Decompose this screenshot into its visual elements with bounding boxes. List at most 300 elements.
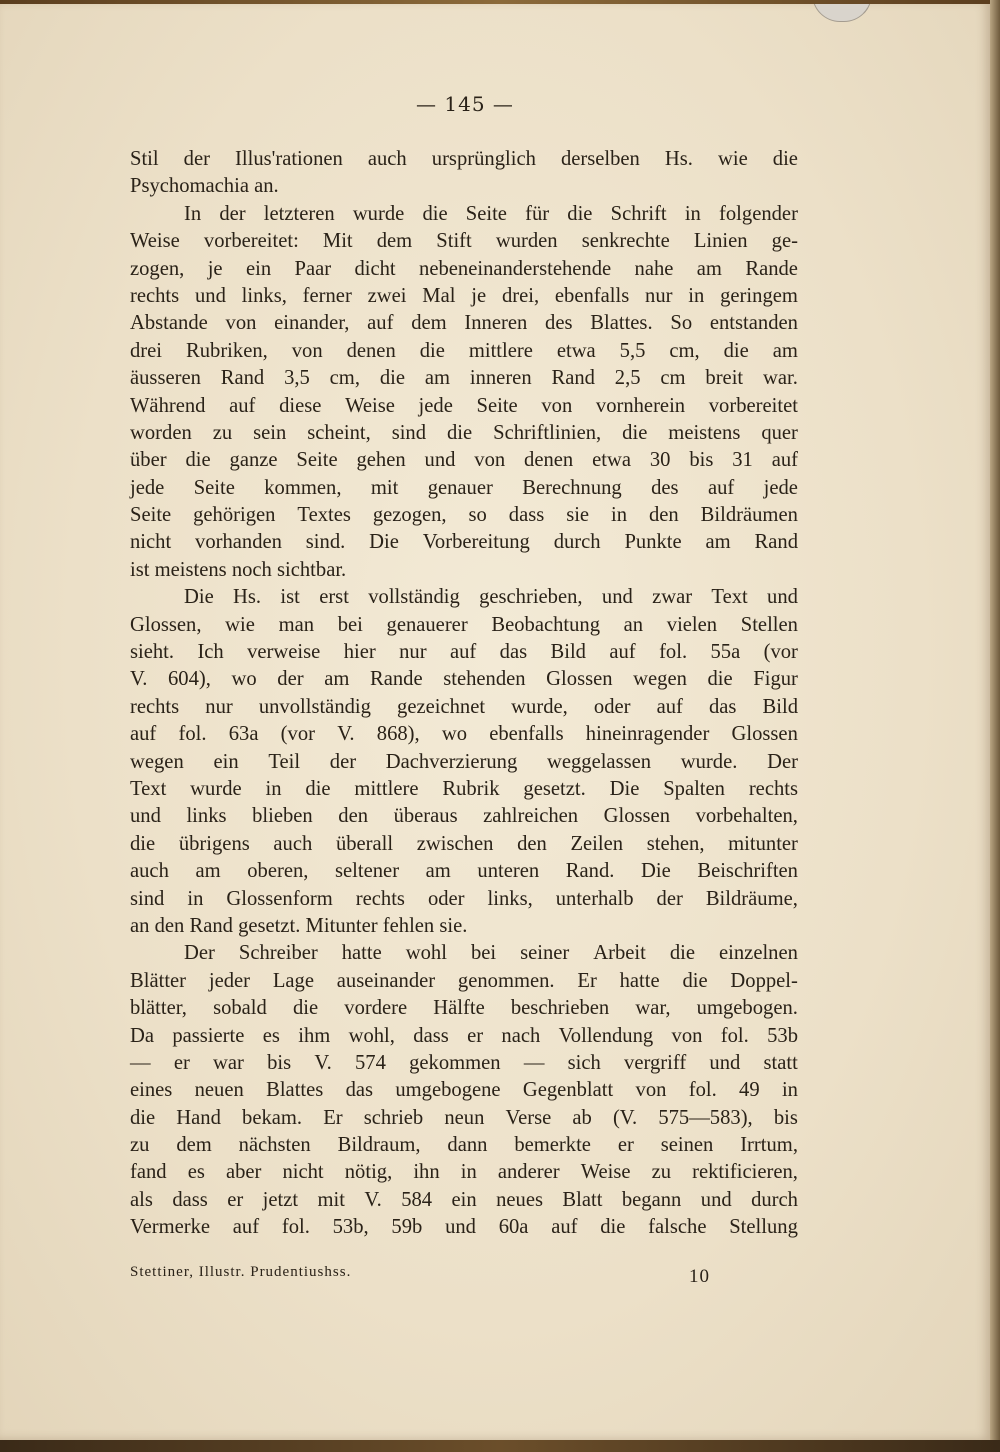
word: vorhanden (195, 531, 282, 554)
word: drei, (501, 284, 540, 307)
word: der (277, 668, 304, 691)
word: fand (130, 1161, 167, 1184)
word: in (684, 202, 701, 225)
text-line (130, 1132, 798, 1159)
word: Rande (369, 668, 423, 691)
word: oder (593, 695, 631, 718)
word: jede (418, 394, 453, 417)
word: cm (660, 367, 686, 390)
word: genauer (427, 476, 493, 499)
word: von (474, 449, 506, 472)
word: 49 (739, 1079, 760, 1102)
word: Textes (297, 504, 351, 527)
word: jetzt (262, 1188, 299, 1211)
word: sobald (213, 997, 267, 1020)
word: aber (225, 1161, 262, 1184)
word: gezogen, (372, 504, 447, 527)
word: bekam. (242, 1106, 303, 1129)
word: von (291, 339, 323, 362)
word: Weise (130, 230, 180, 253)
word: Er (577, 969, 597, 992)
word: zu (212, 421, 233, 444)
word: am (772, 339, 798, 362)
word: Hand (176, 1106, 221, 1129)
text-line (130, 1077, 798, 1104)
word: mittlere (354, 777, 419, 800)
word: blätter, (130, 997, 187, 1020)
word: vorbereitet (708, 394, 798, 417)
word: Stellung (729, 1216, 798, 1239)
text-line (130, 529, 798, 556)
word: durch (553, 531, 601, 554)
word: beschrieben (510, 997, 610, 1020)
word: fol. (178, 723, 207, 746)
word: vorbehalten, (695, 805, 798, 828)
word: Arbeit (593, 942, 646, 965)
word: etwa (556, 339, 596, 362)
word: und (194, 284, 226, 307)
word: rechts (130, 695, 180, 718)
text-line (130, 173, 798, 200)
word: Die (184, 586, 214, 609)
word: ihm (298, 1024, 331, 1047)
word: dann (447, 1134, 488, 1157)
word: und (130, 805, 161, 828)
word: mittlere (468, 339, 533, 362)
text-line (130, 420, 798, 447)
word: eines (130, 1079, 173, 1102)
word: Weise (345, 394, 395, 417)
word: sein (253, 421, 287, 444)
word: fol. (688, 1079, 717, 1102)
word: Abstande (130, 312, 208, 335)
word: 30 (649, 449, 671, 472)
text-line (130, 639, 798, 666)
text-line (130, 995, 798, 1022)
bottom-edge (0, 1440, 1000, 1452)
word: auf (707, 476, 735, 499)
word: äusseren (130, 367, 201, 390)
word: bei (470, 942, 497, 965)
word: begann (621, 1188, 682, 1211)
word: rechts (130, 284, 180, 307)
word: Stil (130, 148, 159, 170)
word: Blatt (562, 1188, 603, 1211)
word: rektificieren, (692, 1161, 798, 1184)
word: an (623, 613, 644, 636)
word: Seite (130, 504, 172, 527)
word: das (708, 695, 737, 718)
word: der (329, 750, 357, 773)
word: umgebogene (395, 1079, 501, 1102)
text-line (130, 557, 798, 584)
word: (vor (280, 723, 315, 746)
word: Bildraum, (337, 1134, 421, 1157)
text-line (130, 146, 798, 173)
word: (vor (763, 641, 798, 664)
word: 584 (401, 1188, 433, 1211)
word: links, (487, 887, 533, 910)
word: wegen (130, 750, 184, 773)
word: man (278, 613, 315, 636)
word: ab (572, 1106, 592, 1129)
word: wurde (190, 777, 242, 800)
word: ebenfalls (554, 284, 630, 307)
word: nahe (634, 257, 674, 280)
word: rechts (748, 777, 798, 800)
word: er (617, 1134, 634, 1157)
word: von (225, 312, 257, 335)
word: quer (761, 421, 798, 444)
word: — (130, 1051, 151, 1074)
word: je (471, 284, 487, 307)
word: Inneren (464, 312, 528, 335)
word: hatte (341, 942, 382, 965)
word: es (262, 1024, 280, 1047)
word: Gegenblatt (522, 1079, 614, 1102)
word: ursprünglich (431, 148, 536, 170)
word: 868), (376, 723, 420, 746)
body-text (130, 146, 798, 1242)
word: blieben (252, 805, 313, 828)
word: er (227, 1188, 244, 1211)
word: hineinragender (585, 723, 710, 746)
word: den (648, 504, 679, 527)
word: Rand (220, 367, 265, 390)
word: gekommen (409, 1051, 501, 1074)
word: zogen, (130, 257, 185, 280)
word: Bildräume, (705, 887, 798, 910)
word: der (219, 202, 246, 225)
word: der (183, 148, 210, 170)
word: die (682, 969, 708, 992)
word: und (709, 1051, 741, 1074)
text-line (130, 393, 798, 420)
word: die (446, 421, 473, 444)
word: Glossen (603, 805, 670, 828)
word: derselben (560, 148, 640, 170)
word: nur (205, 695, 233, 718)
word: dass (413, 1024, 449, 1047)
word: zwei (367, 284, 407, 307)
word: wohl, (348, 1024, 395, 1047)
word: gesetzt. (523, 777, 586, 800)
word: jede (763, 476, 798, 499)
word: dem (376, 230, 413, 253)
word: oder (427, 887, 465, 910)
word: Vermerke (130, 1216, 211, 1239)
word: zu (651, 1161, 672, 1184)
word: das (345, 1079, 374, 1102)
text-line (130, 310, 798, 337)
word: nur (645, 284, 673, 307)
text-line (130, 968, 798, 995)
word: Seite (476, 394, 518, 417)
word: Bild (762, 695, 798, 718)
word: jede (130, 476, 165, 499)
word: gezeichnet (397, 695, 486, 718)
sheet-signature: 10 (689, 1266, 710, 1287)
word: übrigens (178, 832, 250, 855)
word: Rand. (565, 860, 615, 883)
word: fol. (720, 1024, 749, 1047)
word: ein (451, 1188, 477, 1211)
word: zwischen (416, 832, 494, 855)
word: die (292, 997, 319, 1020)
word: denen (524, 449, 574, 472)
word: den (338, 805, 368, 828)
word: so (468, 504, 487, 527)
word: 575—583), (658, 1106, 753, 1129)
word: jeder (208, 969, 251, 992)
word: auf (449, 641, 477, 664)
word: Hälfte (433, 997, 485, 1020)
word: nicht (282, 1161, 324, 1184)
word: genommen. (457, 969, 555, 992)
word: Illus'rationen (235, 148, 343, 170)
word: Die (609, 777, 640, 800)
word: Rand (754, 531, 798, 554)
word: die (622, 421, 648, 444)
word: Schriftlinien, (493, 421, 602, 444)
word: wie (717, 148, 748, 170)
word: wurden (495, 230, 558, 253)
word: nächsten (238, 1134, 311, 1157)
word: und (445, 1216, 476, 1239)
word: am (705, 531, 731, 554)
text-line (130, 1214, 798, 1241)
text-line (130, 584, 798, 611)
word: stehen, (646, 832, 705, 855)
word: des (545, 312, 573, 335)
word: gehörigen (193, 504, 276, 527)
word: Glossen (546, 668, 613, 691)
text-line (130, 913, 798, 940)
word: bis (689, 449, 714, 472)
word: 53b (767, 1024, 798, 1047)
word: wie (225, 613, 255, 636)
word: wohl (405, 942, 447, 965)
word: links, (241, 284, 287, 307)
word: Glossenform (226, 887, 333, 910)
text-line (130, 886, 798, 913)
word: meistens (668, 421, 741, 444)
word: neuen (194, 1079, 244, 1102)
word: durch (751, 1188, 798, 1211)
word: gehen (356, 449, 406, 472)
word: zu (130, 1134, 150, 1157)
word: links (186, 805, 227, 828)
word: vergriff (624, 1051, 687, 1074)
word: Die (369, 531, 399, 554)
word: 3,5 (284, 367, 310, 390)
word: die (707, 668, 733, 691)
word: nebeneinanderstehende (419, 257, 612, 280)
top-edge (0, 0, 1000, 4)
word: bei (337, 613, 363, 636)
word: neun (444, 1106, 485, 1129)
word: für (525, 202, 550, 225)
text-line (130, 256, 798, 283)
word: Bild (550, 641, 586, 664)
text-line (130, 201, 798, 228)
word: war. (763, 367, 798, 390)
word: in (187, 887, 204, 910)
word: ge- (771, 230, 798, 253)
word: er (173, 1051, 190, 1074)
word: Text (711, 586, 748, 609)
word: 31 (732, 449, 753, 472)
word: der (656, 887, 683, 910)
word: von (671, 1024, 703, 1047)
word: worden (130, 421, 192, 444)
word: entstanden (709, 312, 798, 335)
word: Seite (296, 449, 338, 472)
word: auseinander (336, 969, 436, 992)
word: Die (641, 860, 671, 883)
text-line (130, 1050, 798, 1077)
word: — (523, 1051, 545, 1074)
word: oberen, (247, 860, 309, 883)
word: in (781, 1079, 798, 1102)
word: drei (130, 339, 163, 362)
word: Beobachtung (491, 613, 601, 636)
word: bis (267, 1051, 292, 1074)
word: wo (231, 668, 257, 691)
word: (V. (612, 1106, 638, 1129)
word: wurde. (680, 750, 738, 773)
word: ferner (302, 284, 352, 307)
word: wurde, (511, 695, 568, 718)
word: seltener (335, 860, 400, 883)
word: cm, (669, 339, 700, 362)
word: die (379, 367, 405, 390)
word: von (635, 1079, 667, 1102)
word: Text (130, 777, 167, 800)
text-line (130, 749, 798, 776)
word: mit (317, 1188, 345, 1211)
word: auch (367, 148, 407, 170)
word: unterhalb (555, 887, 634, 910)
word: seiner (520, 942, 570, 965)
word: Der (184, 942, 215, 965)
word: V. (337, 723, 355, 746)
word: unteren (477, 860, 540, 883)
word: geringem (720, 284, 798, 307)
right-edge (990, 0, 1000, 1452)
word: Er (323, 1106, 343, 1129)
word: dem (176, 1134, 212, 1157)
word: Spalten (663, 777, 725, 800)
word: dem (411, 312, 447, 335)
word: vielen (666, 613, 718, 636)
word: auf (771, 449, 798, 472)
word: die (567, 202, 593, 225)
word: Mit (322, 230, 353, 253)
word: über (130, 449, 167, 472)
word: es (187, 1161, 205, 1184)
word: die (422, 202, 448, 225)
word: nur (399, 641, 427, 664)
word: als (130, 1188, 153, 1211)
word: nicht (130, 531, 172, 554)
word: zwar (652, 586, 693, 609)
page-footer (130, 1264, 710, 1288)
word: sind. (305, 531, 346, 554)
word: auch (130, 860, 169, 883)
word: Doppel- (730, 969, 798, 992)
word: einander, (274, 312, 350, 335)
word: hatte (619, 969, 660, 992)
word: 59b (391, 1216, 423, 1239)
word: auch (273, 832, 313, 855)
word: genauerer (386, 613, 468, 636)
word: Paar (294, 257, 332, 280)
word: war, (635, 997, 671, 1020)
word: 60a (498, 1216, 529, 1239)
word: hier (343, 641, 376, 664)
word: sie (566, 504, 590, 527)
line-text: ist meistens noch sichtbar. (130, 558, 347, 581)
word: etwa (592, 449, 631, 472)
word: Während (130, 394, 206, 417)
word: auf (130, 723, 157, 746)
word: den (517, 832, 547, 855)
word: die (772, 148, 798, 170)
word: wegen (633, 668, 687, 691)
word: in (688, 284, 705, 307)
word: ein (213, 750, 239, 773)
text-line (130, 338, 798, 365)
word: rechts (355, 887, 405, 910)
word: je (207, 257, 223, 280)
word: Blattes. (590, 312, 653, 335)
word: Blattes (266, 1079, 324, 1102)
word: mit (370, 476, 399, 499)
text-line (130, 365, 798, 392)
word: weggelassen (546, 750, 652, 773)
word: umgebogen. (696, 997, 798, 1020)
word: Vorbereitung (422, 531, 530, 554)
word: kommen, (264, 476, 342, 499)
word: Ich (197, 641, 224, 664)
word: erst (319, 586, 349, 609)
word: und (700, 1188, 732, 1211)
word: senkrechte (581, 230, 670, 253)
word: Rubriken, (185, 339, 268, 362)
text-line (130, 694, 798, 721)
word: Vollendung (558, 1024, 654, 1047)
word: des (651, 476, 679, 499)
word: auf (551, 1216, 578, 1239)
word: geschrieben, (479, 586, 583, 609)
word: am (424, 367, 451, 390)
word: die (185, 449, 211, 472)
word: und (767, 586, 798, 609)
word: dicht (354, 257, 396, 280)
text-line (130, 283, 798, 310)
word: dass (508, 504, 545, 527)
word: Rubrik (442, 777, 500, 800)
word: er (467, 1024, 484, 1047)
word: Linien (693, 230, 748, 253)
word: 2,5 (614, 367, 641, 390)
word: ebenfalls (489, 723, 564, 746)
word: folgender (719, 202, 798, 225)
word: ihn (413, 1161, 440, 1184)
word: Bildräumen (700, 504, 798, 527)
word: überaus (393, 805, 458, 828)
